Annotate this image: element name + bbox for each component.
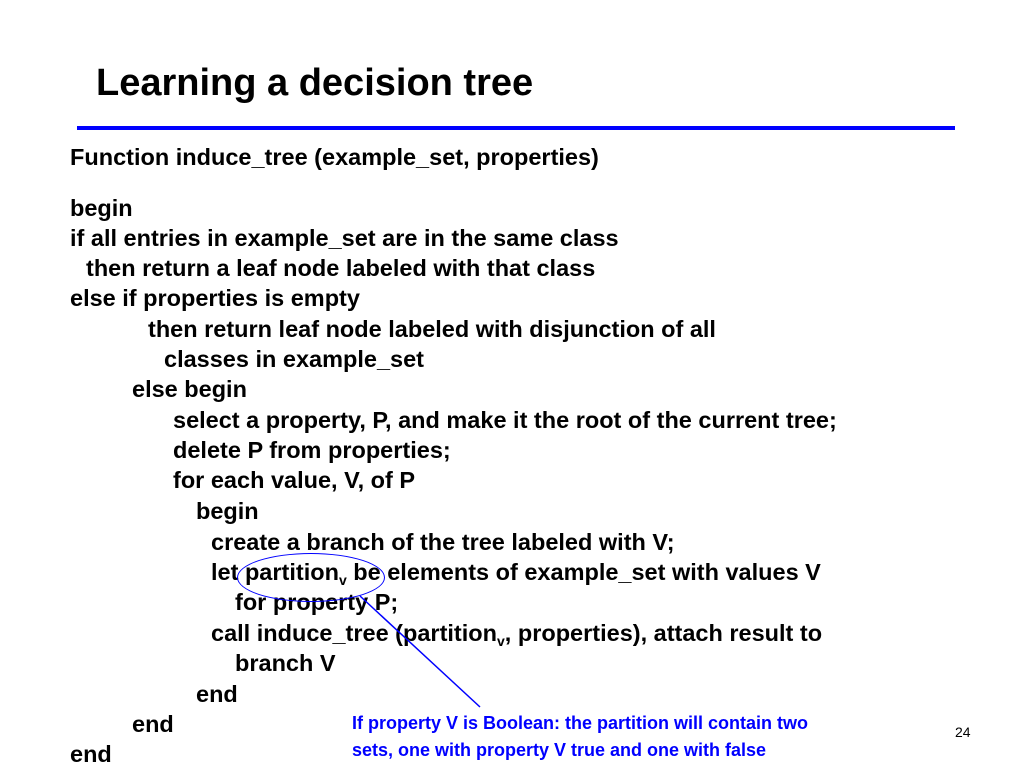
slide-title: Learning a decision tree [96, 62, 534, 104]
function-signature: Function induce_tree (example_set, properties) [70, 144, 599, 170]
code-text: let partition [211, 559, 339, 585]
code-line: create a branch of the tree labeled with V; [211, 529, 675, 555]
code-line: if all entries in example_set are in the same class [70, 225, 619, 251]
callout-line [360, 596, 480, 707]
code-line: classes in example_set [164, 346, 424, 372]
code-line: branch V [235, 650, 336, 676]
code-line: then return leaf node labeled with disjunction of all [148, 316, 716, 342]
callout-note [352, 710, 808, 764]
code-text: be elements of example_set with values V [346, 559, 821, 585]
callout-line-1: If property V is Boolean: the partition will contain two [352, 713, 809, 733]
code-text: call induce_tree (partition [211, 620, 497, 646]
code-line: begin [196, 498, 259, 524]
code-line: end [132, 711, 174, 737]
code-line: end [196, 681, 238, 707]
subscript: v [496, 633, 505, 649]
code-line: begin [70, 195, 133, 221]
code-line: then return a leaf node labeled with that class [86, 255, 596, 281]
code-line: for each value, V, of P [173, 467, 416, 493]
code-line: else if properties is empty [70, 285, 360, 311]
page-number: 24 [955, 724, 971, 740]
code-line: for property P; [235, 589, 399, 615]
code-line: end [70, 741, 112, 767]
code-line: delete P from properties; [173, 437, 451, 463]
code-line: else begin [132, 376, 247, 402]
subscript: v [338, 572, 347, 588]
code-line: select a property, P, and make it the root of the current tree; [173, 407, 837, 433]
callout-line-2: sets, one with property V true and one with false [352, 740, 767, 760]
code-text: , properties), attach result to [504, 620, 823, 646]
